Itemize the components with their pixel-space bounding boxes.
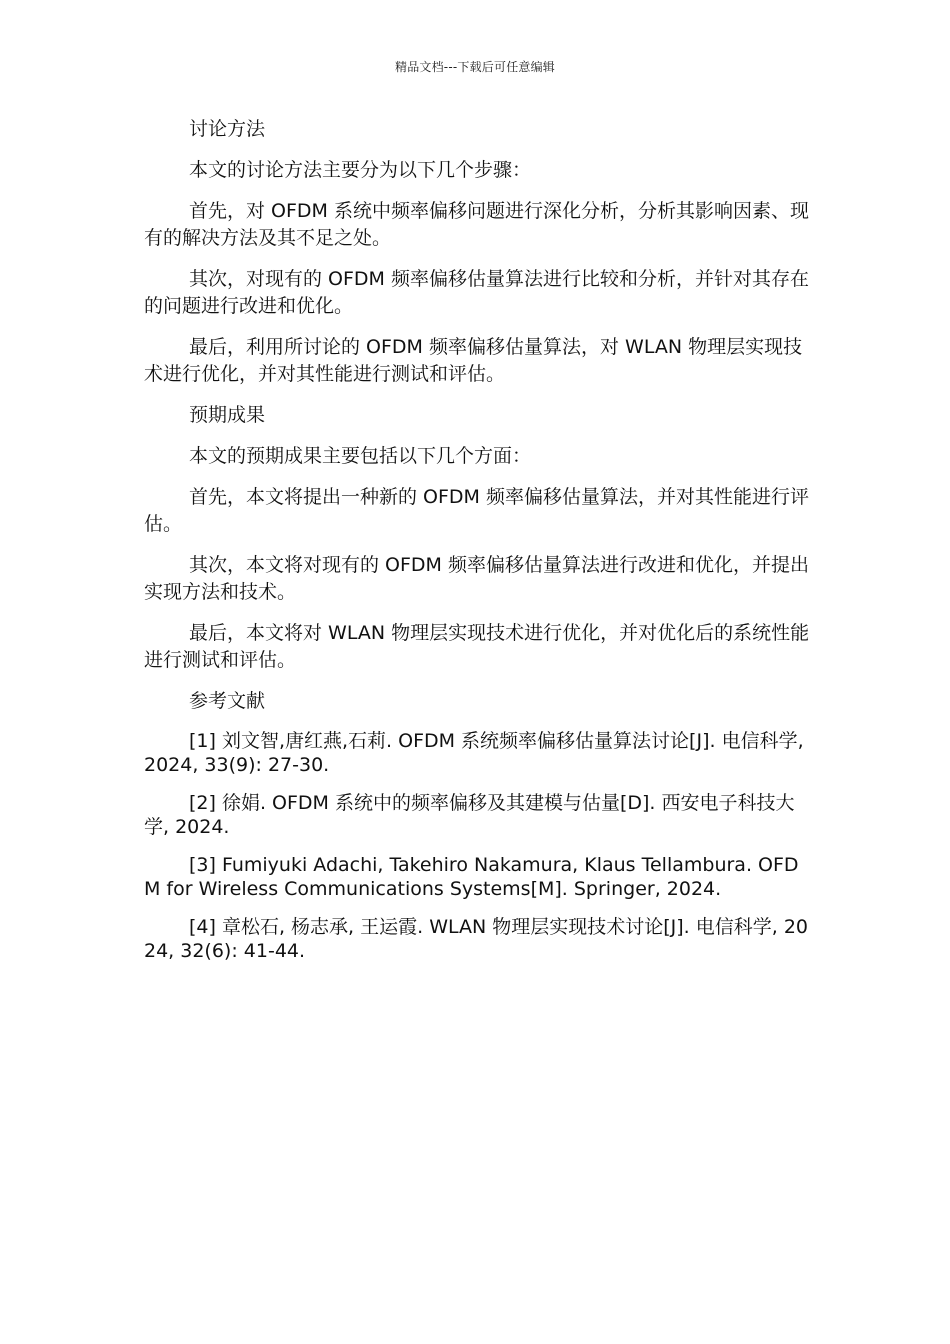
document-body	[144, 116, 810, 963]
results-paragraph: 本文的预期成果主要包括以下几个方面：	[189, 445, 532, 467]
section-heading-method: 讨论方法	[189, 118, 266, 140]
method-paragraph: 其次，对现有的 OFDM 频率偏移估量算法进行比较和分析，并针对其存在的问题进行改进和优化。	[144, 268, 809, 317]
section-heading-results: 预期成果	[189, 404, 266, 426]
method-paragraph: 首先，对 OFDM 系统中频率偏移问题进行深化分析，分析其影响因素、现有的解决方法及其不足之处。	[144, 200, 809, 249]
results-paragraph: 首先，本文将提出一种新的 OFDM 频率偏移估量算法，并对其性能进行评估。	[144, 486, 809, 535]
reference-item: [1] 刘文智,唐红燕,石莉. OFDM 系统频率偏移估量算法讨论[J]. 电信科学, 2024, 33(9): 27-30.	[144, 730, 804, 776]
results-paragraph: 其次，本文将对现有的 OFDM 频率偏移估量算法进行改进和优化，并提出实现方法和技术。	[144, 554, 809, 603]
method-paragraph: 本文的讨论方法主要分为以下几个步骤：	[189, 159, 532, 181]
reference-item: [4] 章松石, 杨志承, 王运霞. WLAN 物理层实现技术讨论[J]. 电信科学, 2024, 32(6): 41-44.	[144, 916, 809, 962]
section-heading-references: 参考文献	[189, 690, 266, 712]
method-paragraph: 最后，利用所讨论的 OFDM 频率偏移估量算法，对 WLAN 物理层实现技术进行优化，并对其性能进行测试和评估。	[144, 336, 803, 385]
reference-item: [2] 徐娟. OFDM 系统中的频率偏移及其建模与估量[D]. 西安电子科技大学, 2024.	[144, 792, 795, 838]
page-header-watermark: 精品文档---下载后可任意编辑	[395, 60, 555, 74]
results-paragraph: 最后，本文将对 WLAN 物理层实现技术进行优化，并对优化后的系统性能进行测试和评估。	[144, 622, 810, 671]
reference-item: [3] Fumiyuki Adachi, Takehiro Nakamura, Klaus Tellambura. OFDM for Wireless Communications Systems[M]. Springer, 2024.	[144, 854, 799, 900]
